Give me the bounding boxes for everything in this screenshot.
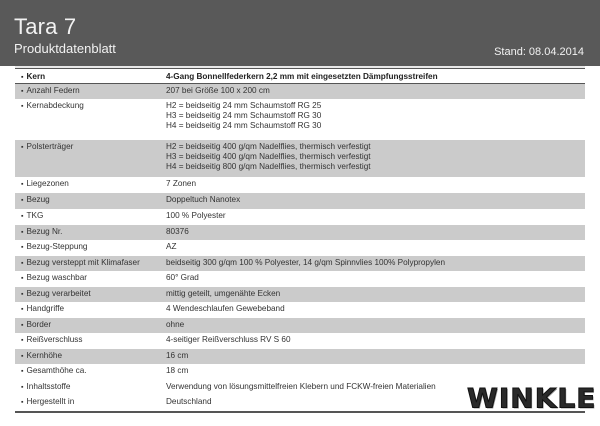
product-title: Tara 7 xyxy=(14,14,77,39)
spec-label: ▪ Polsterträger xyxy=(15,140,166,177)
spec-value-line: 207 bei Größe 100 x 200 cm xyxy=(166,86,270,95)
spec-label: ▪ Gesamthöhe ca. xyxy=(15,364,166,380)
spec-label: ▪ TKG xyxy=(15,209,166,225)
spec-row xyxy=(15,193,585,209)
spec-value xyxy=(166,333,585,349)
spec-value-line: H3 = beidseitig 24 mm Schaumstoff RG 30 xyxy=(166,111,322,120)
spec-value xyxy=(166,318,585,333)
spec-value xyxy=(166,287,585,302)
spec-value xyxy=(166,349,585,364)
spec-row xyxy=(15,99,585,140)
document-subtitle: Produktdatenblatt xyxy=(14,41,116,56)
spec-value xyxy=(166,99,585,140)
spec-label: ▪ Kernhöhe xyxy=(15,349,166,364)
header-divider xyxy=(15,66,585,69)
spec-row xyxy=(15,225,585,240)
spec-label: ▪ Bezug Nr. xyxy=(15,225,166,240)
spec-value-line: 7 Zonen xyxy=(166,179,197,188)
spec-value-line: 60° Grad xyxy=(166,273,199,282)
spec-label: ▪ Bezug-Steppung xyxy=(15,240,166,256)
spec-label: ▪ Kernabdeckung xyxy=(15,99,166,140)
spec-value-line: mittig geteilt, umgenähte Ecken xyxy=(166,289,281,298)
spec-value xyxy=(166,256,585,271)
spec-row xyxy=(15,302,585,318)
spec-row xyxy=(15,140,585,177)
spec-value xyxy=(166,70,585,83)
spec-label: ▪ Bezug verarbeitet xyxy=(15,287,166,302)
spec-label: ▪ Bezug xyxy=(15,193,166,209)
spec-value-line: Verwendung von lösungsmittelfreien Klebern und FCKW-freien Materialien xyxy=(166,382,436,391)
spec-row xyxy=(15,349,585,364)
spec-label: ▪ Bezug waschbar xyxy=(15,271,166,287)
spec-value-line: 4 Wendeschlaufen Gewebeband xyxy=(166,304,285,313)
spec-label: ▪ Inhaltsstoffe xyxy=(15,380,166,395)
spec-label: ▪ Kern xyxy=(15,70,166,83)
spec-value-line: H2 = beidseitig 24 mm Schaumstoff RG 25 xyxy=(166,101,322,110)
spec-value xyxy=(166,225,585,240)
spec-value-line: 18 cm xyxy=(166,366,189,375)
spec-value xyxy=(166,240,585,256)
spec-row xyxy=(15,333,585,349)
spec-value-line: Deutschland xyxy=(166,397,212,406)
spec-value xyxy=(166,209,585,225)
brand-logo: WINKLE xyxy=(467,382,597,415)
spec-row xyxy=(15,209,585,225)
spec-label: ▪ Hergestellt in xyxy=(15,395,166,410)
spec-value-line: 16 cm xyxy=(166,351,189,360)
spec-row xyxy=(15,256,585,271)
spec-value-line: H3 = beidseitig 400 g/qm Nadelflies, thermisch verfestigt xyxy=(166,152,371,161)
spec-value-line: H4 = beidseitig 800 g/qm Nadelflies, thermisch verfestigt xyxy=(166,162,371,171)
page-header xyxy=(0,0,600,66)
spec-value xyxy=(166,271,585,287)
spec-value-line: Doppeltuch Nanotex xyxy=(166,195,241,204)
spec-row xyxy=(15,364,585,380)
spec-value-line: beidseitig 300 g/qm 100 % Polyester, 14 g/qm Spinnvlies 100% Polypropylen xyxy=(166,258,445,267)
spec-row xyxy=(15,318,585,333)
spec-row xyxy=(15,287,585,302)
spec-value xyxy=(166,177,585,193)
spec-value xyxy=(166,193,585,209)
revision-date: Stand: 08.04.2014 xyxy=(494,46,584,58)
spec-row xyxy=(15,84,585,99)
spec-value xyxy=(166,302,585,318)
spec-value-line: AZ xyxy=(166,242,177,251)
spec-row xyxy=(15,271,585,287)
spec-value-line: 100 % Polyester xyxy=(166,211,226,220)
spec-row xyxy=(15,240,585,256)
spec-row xyxy=(15,70,585,84)
spec-value xyxy=(166,84,585,99)
spec-label: ▪ Handgriffe xyxy=(15,302,166,318)
spec-value-line: ohne xyxy=(166,320,185,329)
spec-label: ▪ Anzahl Federn xyxy=(15,84,166,99)
spec-value-line: 4-Gang Bonnellfederkern 2,2 mm mit eingesetzten Dämpfungsstreifen xyxy=(166,72,438,81)
spec-row xyxy=(15,177,585,193)
spec-value xyxy=(166,364,585,380)
spec-value-line: 80376 xyxy=(166,227,189,236)
spec-value-line: 4-seitiger Reißverschluss RV S 60 xyxy=(166,335,291,344)
spec-value-line: H4 = beidseitig 24 mm Schaumstoff RG 30 xyxy=(166,121,322,130)
spec-label: ▪ Border xyxy=(15,318,166,333)
spec-label: ▪ Liegezonen xyxy=(15,177,166,193)
spec-label: ▪ Bezug versteppt mit Klimafaser xyxy=(15,256,166,271)
spec-value xyxy=(166,140,585,177)
spec-value-line: H2 = beidseitig 400 g/qm Nadelflies, thermisch verfestigt xyxy=(166,142,371,151)
spec-table xyxy=(15,70,585,410)
spec-label: ▪ Reißverschluss xyxy=(15,333,166,349)
